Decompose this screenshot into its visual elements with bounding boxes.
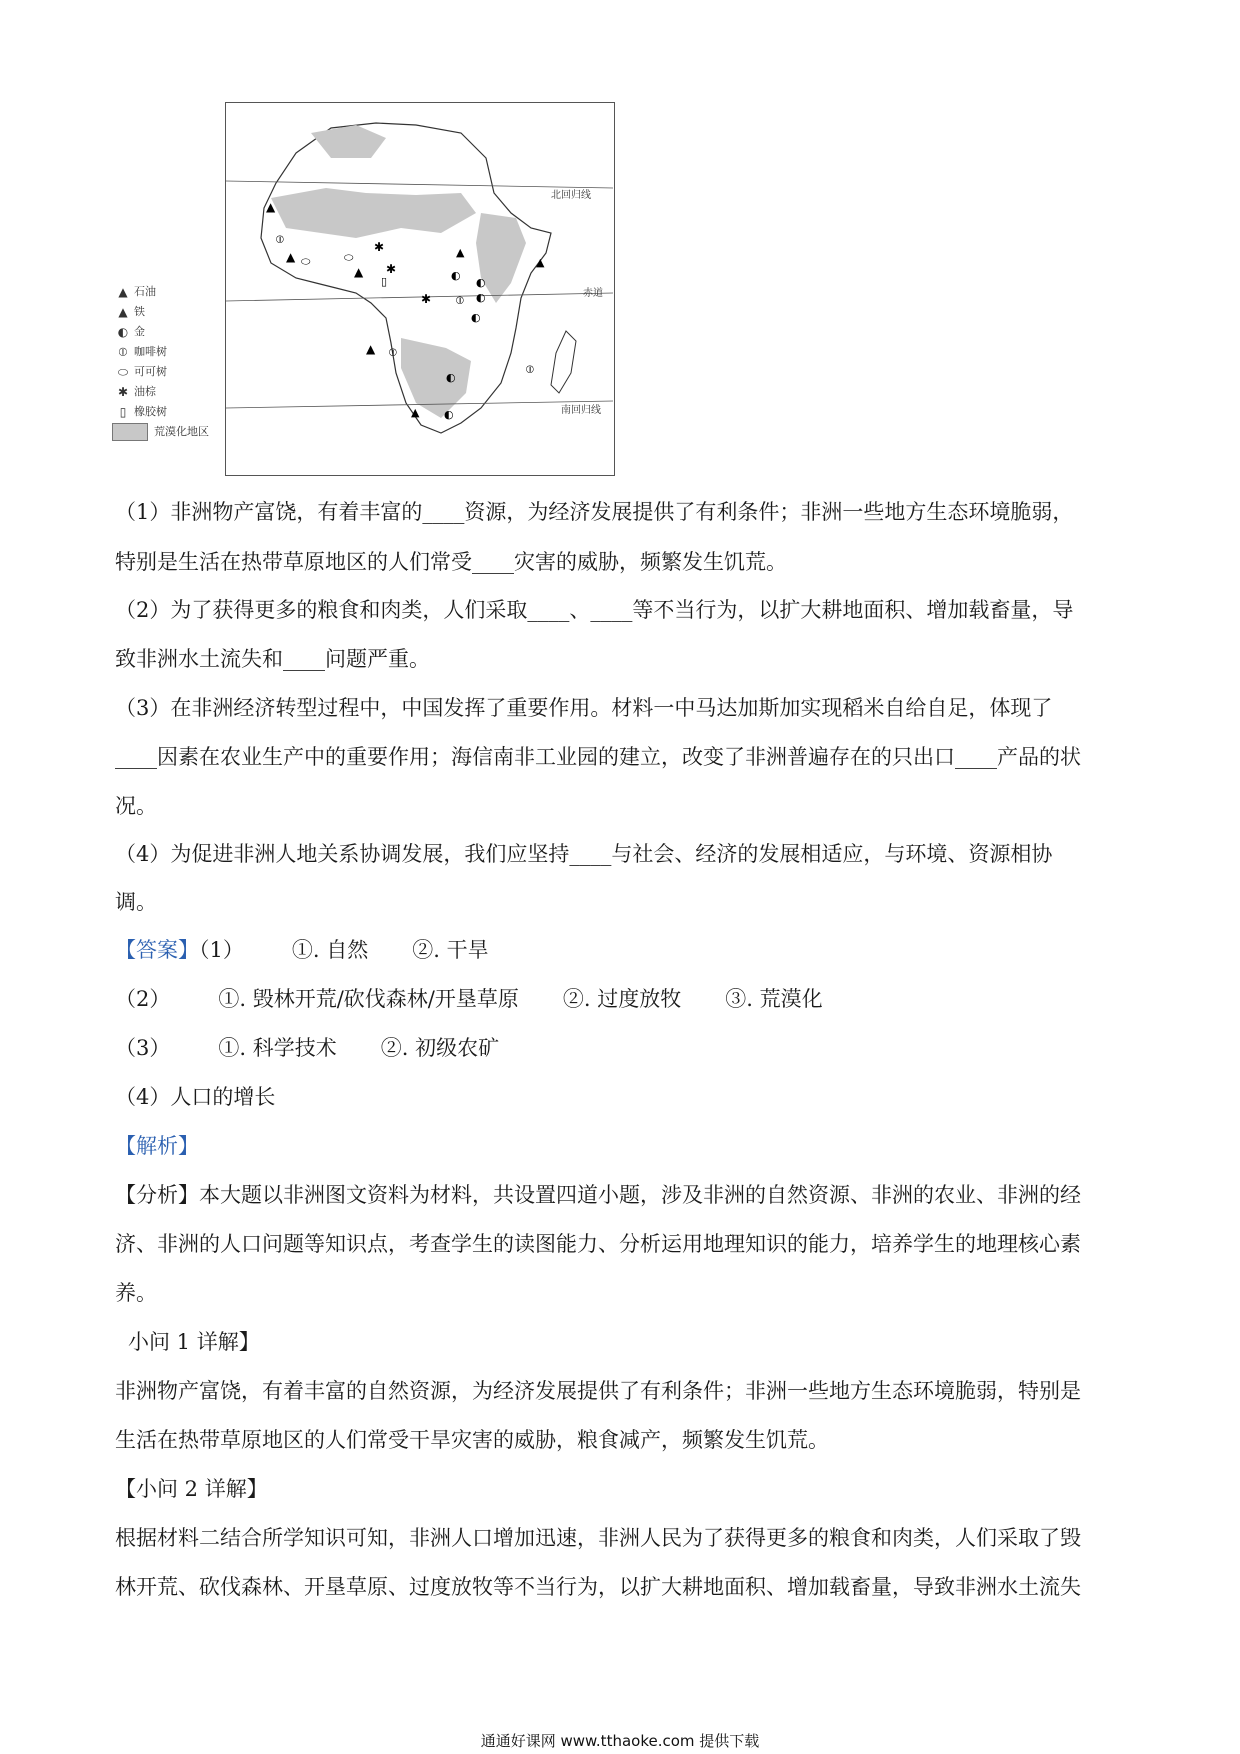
coffee-icon: ⦶ [526, 363, 534, 376]
sub-question-1-heading: 小问 1 详解】 [128, 1330, 260, 1354]
gold-icon: ◐ [471, 311, 481, 324]
legend-label: 石油 [134, 285, 156, 298]
answer-2-item-3: ③. 荒漠化 [725, 987, 823, 1011]
answer-tag: 【答案】 [115, 938, 199, 962]
oil-palm-icon: ✱ [386, 262, 397, 276]
answer-3-item-1: ①. 科学技术 [218, 1036, 337, 1060]
question-4-line-2: 调。 [115, 890, 157, 914]
question-4-line-1: （4）为促进非洲人地关系协调发展，我们应坚持____与社会、经济的发展相适应，与环境、资源相协 [115, 842, 1053, 866]
gold-icon: ◐ [117, 325, 129, 339]
answer-1-row [115, 938, 489, 962]
legend-item [112, 282, 209, 302]
sub-question-2-line-2: 林开荒、砍伐森林、开垦草原、过度放牧等不当行为，以扩大耕地面积、增加载畜量，导致非洲水土流失 [115, 1575, 1081, 1599]
legend-item [112, 382, 209, 402]
africa-map [225, 102, 615, 476]
page-footer: 通通好课网 www.tthaoke.com 提供下载 [480, 1732, 760, 1750]
cocoa-icon: ⬭ [344, 251, 354, 264]
cocoa-icon: ⬭ [117, 365, 129, 379]
madagascar-outline [551, 331, 576, 393]
legend-label: 荒漠化地区 [154, 425, 209, 438]
equator-label: 赤道 [583, 288, 603, 299]
answer-1-item-1: ①. 自然 [291, 938, 369, 962]
legend-label: 咖啡树 [134, 345, 167, 358]
gold-icon: ◐ [476, 291, 486, 304]
legend-item [112, 402, 209, 422]
question-1-line-2: 特别是生活在热带草原地区的人们常受____灾害的威胁，频繁发生饥荒。 [115, 550, 787, 574]
legend-item [112, 342, 209, 362]
desertification-swatch [112, 423, 148, 441]
analysis-tag: 【解析】 [115, 1134, 199, 1158]
legend-label: 铁 [134, 305, 145, 318]
question-2-line-1: （2）为了获得更多的粮食和肉类，人们采取____、____等不当行为，以扩大耕地面积、增加载畜量，导 [115, 598, 1074, 622]
answer-2-item-2: ②. 过度放牧 [562, 987, 682, 1011]
legend-label: 金 [134, 325, 145, 338]
gold-icon: ◐ [451, 269, 461, 282]
rubber-icon: ▯ [381, 275, 388, 288]
coffee-icon: ⦶ [276, 233, 284, 246]
legend-label: 橡胶树 [134, 405, 167, 418]
question-1-line-1: （1）非洲物产富饶，有着丰富的____资源，为经济发展提供了有利条件；非洲一些地方生态环境脆弱， [115, 500, 1074, 524]
tropic-south-label: 南回归线 [561, 405, 601, 416]
legend-item [112, 362, 209, 382]
sub-question-1-line-2: 生活在热带草原地区的人们常受干旱灾害的威胁，粮食减产，频繁发生饥荒。 [115, 1428, 829, 1452]
analysis-fenxi-line-3: 养。 [115, 1281, 157, 1305]
tropic-north-label: 北回归线 [551, 190, 591, 201]
oil-icon: ▲ [366, 342, 376, 356]
answer-3-row [115, 1036, 499, 1060]
answer-4-row: （4）人口的增长 [115, 1085, 276, 1109]
oil-palm-icon: ✱ [421, 292, 432, 306]
answer-3-item-2: ②. 初级农矿 [380, 1036, 500, 1060]
answer-3-num: （3） [115, 1036, 171, 1060]
rubber-icon: ▯ [119, 405, 127, 419]
cocoa-icon: ⬭ [301, 255, 311, 268]
coffee-icon: ⦶ [389, 346, 397, 359]
legend-label: 可可树 [134, 365, 167, 378]
sub-question-2-line-1: 根据材料二结合所学知识可知，非洲人口增加迅速，非洲人民为了获得更多的粮食和肉类，人们采取了毁 [115, 1526, 1081, 1550]
legend-item [112, 322, 209, 342]
gold-icon: ◐ [444, 408, 454, 421]
gold-icon: ◐ [476, 276, 486, 289]
analysis-fenxi-line-2: 济、非洲的人口问题等知识点，考查学生的读图能力、分析运用地理知识的能力，培养学生的地理核心素 [115, 1232, 1081, 1256]
question-2-line-2: 致非洲水土流失和____问题严重。 [115, 647, 430, 671]
legend-label: 油棕 [134, 385, 156, 398]
iron-icon: ▲ [456, 246, 465, 259]
oil-icon: ▲ [266, 200, 276, 214]
question-3-line-1: （3）在非洲经济转型过程中，中国发挥了重要作用。材料一中马达加斯加实现稻米自给自足，体现了 [115, 696, 1053, 720]
question-3-line-3: 况。 [115, 794, 157, 818]
gold-icon: ◐ [446, 371, 456, 384]
oil-icon: ▲ [286, 250, 296, 264]
oil-palm-icon: ✱ [117, 385, 129, 399]
legend-item [112, 302, 209, 322]
answer-2-item-1: ①. 毁林开荒/砍伐森林/开垦草原 [218, 987, 519, 1011]
oil-icon: ▲ [354, 265, 364, 279]
oil-icon: ▲ [118, 285, 128, 299]
answer-2-row [115, 987, 823, 1011]
answer-2-num: （2） [115, 987, 171, 1011]
sub-question-1-line-1: 非洲物产富饶，有着丰富的自然资源，为经济发展提供了有利条件；非洲一些地方生态环境脆弱，特别是 [115, 1379, 1081, 1403]
iron-icon: ▲ [118, 305, 128, 319]
sub-question-2-heading: 【小问 2 详解】 [115, 1477, 268, 1501]
map-legend [112, 282, 209, 442]
legend-item [112, 422, 209, 442]
answer-1-num: （1） [199, 938, 244, 962]
question-3-line-2: ____因素在农业生产中的重要作用；海信南非工业园的建立，改变了非洲普遍存在的只出口____产品的状 [115, 745, 1081, 769]
coffee-icon: ⦶ [118, 345, 128, 359]
iron-icon: ▲ [411, 406, 420, 419]
oil-palm-icon: ✱ [374, 240, 385, 254]
analysis-fenxi-line-1: 【分析】本大题以非洲图文资料为材料，共设置四道小题，涉及非洲的自然资源、非洲的农业、非洲的经 [115, 1183, 1081, 1207]
coffee-icon: ⦶ [456, 294, 464, 307]
iron-icon: ▲ [536, 256, 545, 269]
answer-1-item-2: ②. 干旱 [412, 938, 489, 962]
africa-map-svg [226, 103, 613, 474]
